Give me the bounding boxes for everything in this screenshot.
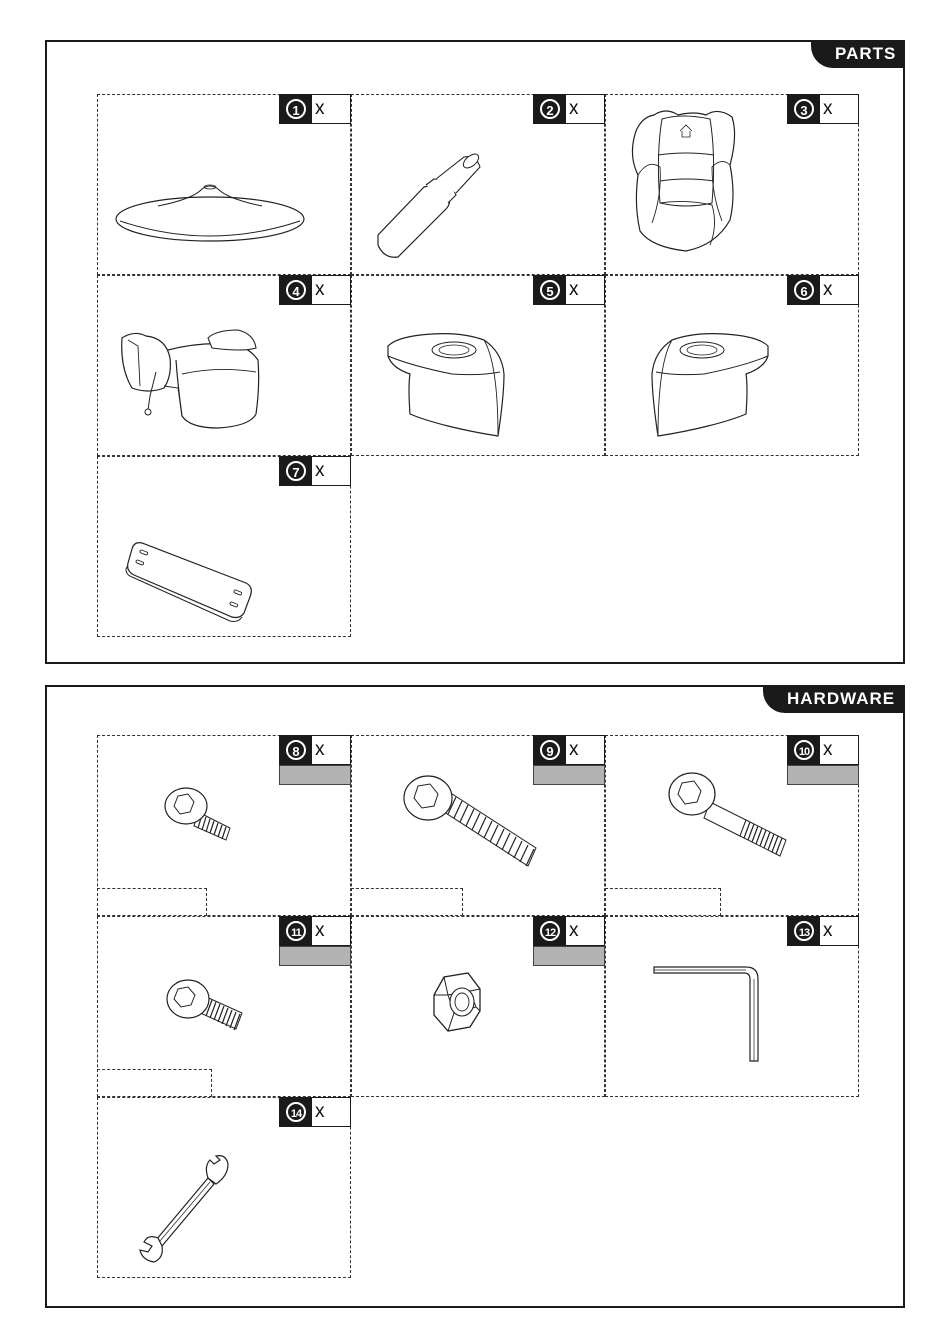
quantity-field-10: x [823,739,833,760]
hex-nut-icon [352,917,606,1098]
quantity-field-4: x [315,279,325,300]
quantity-field-5: x [569,279,579,300]
part-number-3: 3 [794,99,814,119]
quantity-field-3: x [823,98,833,119]
hardware-number-9: 9 [540,740,560,760]
dimension-box-8 [97,888,207,916]
part-card-5 [351,275,605,456]
hardware-panel [45,685,905,1308]
seat-backrest-icon [606,95,860,276]
part-number-5: 5 [540,280,560,300]
hardware-number-10: 10 [794,740,814,760]
allen-key-icon [606,917,860,1098]
parts-panel [45,40,905,664]
spanner-icon [98,1098,352,1279]
gas-cylinder-icon [352,95,606,276]
hardware-card-13 [605,916,859,1097]
part-number-2: 2 [540,99,560,119]
quantity-field-8: x [315,739,325,760]
part-card-2 [351,94,605,275]
hardware-number-11: 11 [286,921,306,941]
quantity-field-6: x [823,279,833,300]
quantity-field-7: x [315,460,325,481]
round-base-icon [98,95,352,276]
hardware-number-8: 8 [286,740,306,760]
hardware-number-14: 14 [286,1102,306,1122]
part-card-4 [97,275,351,456]
hardware-card-8 [97,735,351,916]
mounting-plate-icon [98,457,352,638]
hardware-card-10 [605,735,859,916]
part-card-3 [605,94,859,275]
part-number-7: 7 [286,461,306,481]
hardware-number-13: 13 [794,921,814,941]
dimension-box-9 [351,888,463,916]
hardware-section-tab: HARDWARE [763,685,905,713]
quantity-field-1: x [315,98,325,119]
dimension-box-10 [605,888,721,916]
dimension-box-11 [97,1069,212,1097]
quantity-field-14: x [315,1101,325,1122]
quantity-field-13: x [823,920,833,941]
quantity-field-2: x [569,98,579,119]
part-number-4: 4 [286,280,306,300]
quantity-field-12: x [569,920,579,941]
quantity-field-9: x [569,739,579,760]
parts-section-tab: PARTS [811,40,905,68]
hardware-card-9 [351,735,605,916]
hardware-card-11 [97,916,351,1097]
hardware-number-12: 12 [540,921,560,941]
part-number-6: 6 [794,280,814,300]
quantity-field-11: x [315,920,325,941]
armrest-right-icon [606,276,860,457]
part-card-7 [97,456,351,637]
armrest-left-icon [352,276,606,457]
hardware-card-12 [351,916,605,1097]
part-card-1 [97,94,351,275]
part-number-1: 1 [286,99,306,119]
hardware-card-14 [97,1097,351,1278]
part-card-6 [605,275,859,456]
seat-footrest-icon [98,276,352,457]
